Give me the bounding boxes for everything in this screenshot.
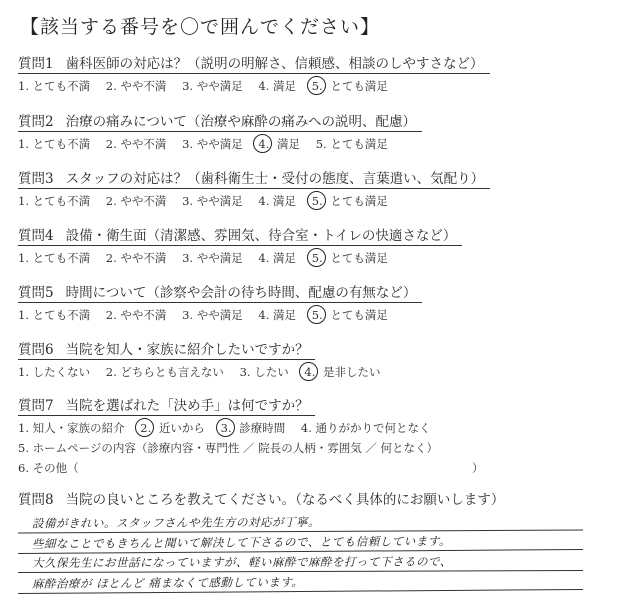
q7-option-2[interactable]	[140, 421, 151, 435]
question-8-heading	[18, 488, 510, 509]
question-4-options	[18, 250, 462, 266]
q1-option-5[interactable]	[312, 79, 323, 93]
answer-line-2: 些細なことでもきちんと聞いて解決して下さるので、とても信頼しています。	[18, 530, 583, 554]
q6-option-2[interactable]: 2. どちらとも言えない	[105, 365, 224, 379]
question-6-heading	[18, 338, 315, 360]
q6-option-3[interactable]: 3. したい	[239, 365, 289, 379]
q7-option-2-number: 2.	[140, 421, 152, 435]
question-8-label: 質問8	[18, 492, 54, 508]
q6-option-1[interactable]: 1. したくない	[18, 365, 91, 379]
q2-option-1[interactable]: 1. とても不満	[18, 137, 91, 151]
q2-option-4-number: 4.	[258, 137, 270, 151]
q7-option-3-number: 3.	[220, 421, 232, 435]
q5-option-4[interactable]: 4. 満足	[258, 308, 297, 322]
q7-option-2-label: 近いから	[158, 421, 205, 435]
question-1-options	[18, 78, 490, 94]
q4-option-5-label: とても満足	[330, 251, 388, 265]
q1-option-5-label: とても満足	[330, 79, 388, 93]
question-1	[18, 52, 490, 94]
q5-option-1[interactable]: 1. とても不満	[18, 308, 91, 322]
question-7-options-row-3	[18, 460, 484, 476]
question-1-text: 歯科医師の対応は？（説明の明解さ、信頼感、相談のしやすさなど）	[65, 56, 484, 72]
q7-option-4[interactable]: 4. 通りがかりで何となく	[300, 421, 431, 435]
q2-option-4[interactable]	[258, 137, 269, 151]
question-7-options-row-1	[18, 420, 450, 436]
q4-option-3[interactable]: 3. やや満足	[182, 251, 243, 265]
question-2-label: 質問2	[18, 114, 54, 130]
question-8-text: 当院の良いところを教えてください。（なるべく具体的にお願いします）	[65, 492, 505, 508]
question-3-text: スタッフの対応は？（歯科衛生士・受付の態度、言葉遣い、気配り）	[65, 171, 485, 187]
question-6	[18, 338, 393, 380]
q2-option-2[interactable]: 2. やや不満	[105, 137, 167, 151]
question-6-text: 当院を知人・家族に紹介したいですか？	[65, 342, 309, 358]
answer-line-1: 設備がきれい。スタッフさんや先生方の対応が丁寧。	[18, 511, 583, 534]
q3-option-3[interactable]: 3. やや満足	[182, 194, 243, 208]
q3-option-5-label: とても満足	[330, 194, 388, 208]
question-5-text: 時間について（診察や会計の待ち時間、配慮の有無など）	[65, 285, 417, 301]
q5-option-2[interactable]: 2. やや不満	[105, 308, 167, 322]
q4-option-2[interactable]: 2. やや不満	[105, 251, 167, 265]
q5-option-5-number: 5.	[311, 308, 323, 322]
q3-option-1[interactable]: 1. とても不満	[18, 194, 91, 208]
q5-option-3[interactable]: 3. やや満足	[182, 308, 243, 322]
question-4	[18, 224, 462, 266]
q6-option-4[interactable]	[304, 365, 315, 379]
question-8	[18, 488, 510, 509]
question-7-heading	[18, 394, 315, 416]
answer-line-3: 大久保先生にお世話になっていますが、軽い麻酔で麻酔を打って下さるので、	[18, 551, 583, 573]
q1-option-1[interactable]: 1. とても不満	[18, 79, 91, 93]
q7-option-3[interactable]	[221, 421, 232, 435]
question-3-label: 質問3	[18, 171, 54, 187]
q2-option-4-label: 満足	[277, 137, 301, 151]
question-2-text: 治療の痛みについて（治療や麻酔の痛みへの説明、配慮）	[65, 114, 417, 130]
q4-option-5-number: 5.	[311, 251, 323, 265]
q1-option-2[interactable]: 2. やや不満	[105, 79, 167, 93]
q4-option-4[interactable]: 4. 満足	[258, 251, 297, 265]
q5-option-5-label: とても満足	[330, 308, 388, 322]
q7-option-5[interactable]: 5. ホームページの内容（診療内容・専門性 ／ 院長の人柄・雰囲気 ／ 何となく）	[18, 441, 439, 455]
question-5-heading	[18, 281, 422, 303]
page-title: 【該当する番号を〇で囲んでください】	[20, 16, 381, 38]
q2-option-5[interactable]: 5. とても満足	[315, 137, 388, 151]
question-2	[18, 110, 422, 152]
question-3-heading	[18, 167, 490, 189]
question-8-answer-area[interactable]	[18, 512, 583, 592]
question-6-options	[18, 364, 393, 380]
q7-option-1[interactable]: 1. 知人・家族の紹介	[18, 421, 125, 435]
answer-line-4: 麻酔治療が ほとんど 痛まなくて感動しています。	[18, 570, 583, 594]
q2-option-3[interactable]: 3. やや満足	[182, 137, 243, 151]
question-5-options	[18, 307, 422, 323]
question-1-label: 質問1	[18, 56, 54, 72]
question-5-label: 質問5	[18, 285, 54, 301]
question-7-options-row-2	[18, 440, 450, 456]
q7-option-6-close: ）	[472, 461, 484, 475]
question-6-label: 質問6	[18, 342, 54, 358]
q3-option-5-number: 5.	[311, 194, 323, 208]
q3-option-5[interactable]	[312, 194, 323, 208]
question-4-text: 設備・衛生面（清潔感、雰囲気、待合室・トイレの快適さなど）	[65, 228, 457, 244]
q3-option-2[interactable]: 2. やや不満	[105, 194, 167, 208]
q4-option-5[interactable]	[312, 251, 323, 265]
q1-option-3[interactable]: 3. やや満足	[182, 79, 243, 93]
q6-option-4-number: 4.	[304, 365, 316, 379]
q5-option-5[interactable]	[312, 308, 323, 322]
question-7	[18, 394, 484, 476]
question-1-heading	[18, 52, 490, 74]
question-3-options	[18, 193, 490, 209]
question-4-label: 質問4	[18, 228, 54, 244]
question-3	[18, 167, 490, 209]
question-2-options	[18, 136, 422, 152]
q1-option-5-number: 5.	[311, 79, 323, 93]
question-4-heading	[18, 224, 462, 246]
q1-option-4[interactable]: 4. 満足	[258, 79, 297, 93]
question-7-label: 質問7	[18, 398, 54, 414]
q7-option-3-label: 診療時間	[239, 421, 286, 435]
q4-option-1[interactable]: 1. とても不満	[18, 251, 91, 265]
q7-option-6[interactable]: 6. その他（	[18, 461, 79, 475]
question-2-heading	[18, 110, 422, 132]
q6-option-4-label: 是非したい	[323, 365, 381, 379]
question-5	[18, 281, 422, 323]
question-7-text: 当院を選ばれた「決め手」は何ですか？	[65, 398, 309, 414]
q3-option-4[interactable]: 4. 満足	[258, 194, 297, 208]
